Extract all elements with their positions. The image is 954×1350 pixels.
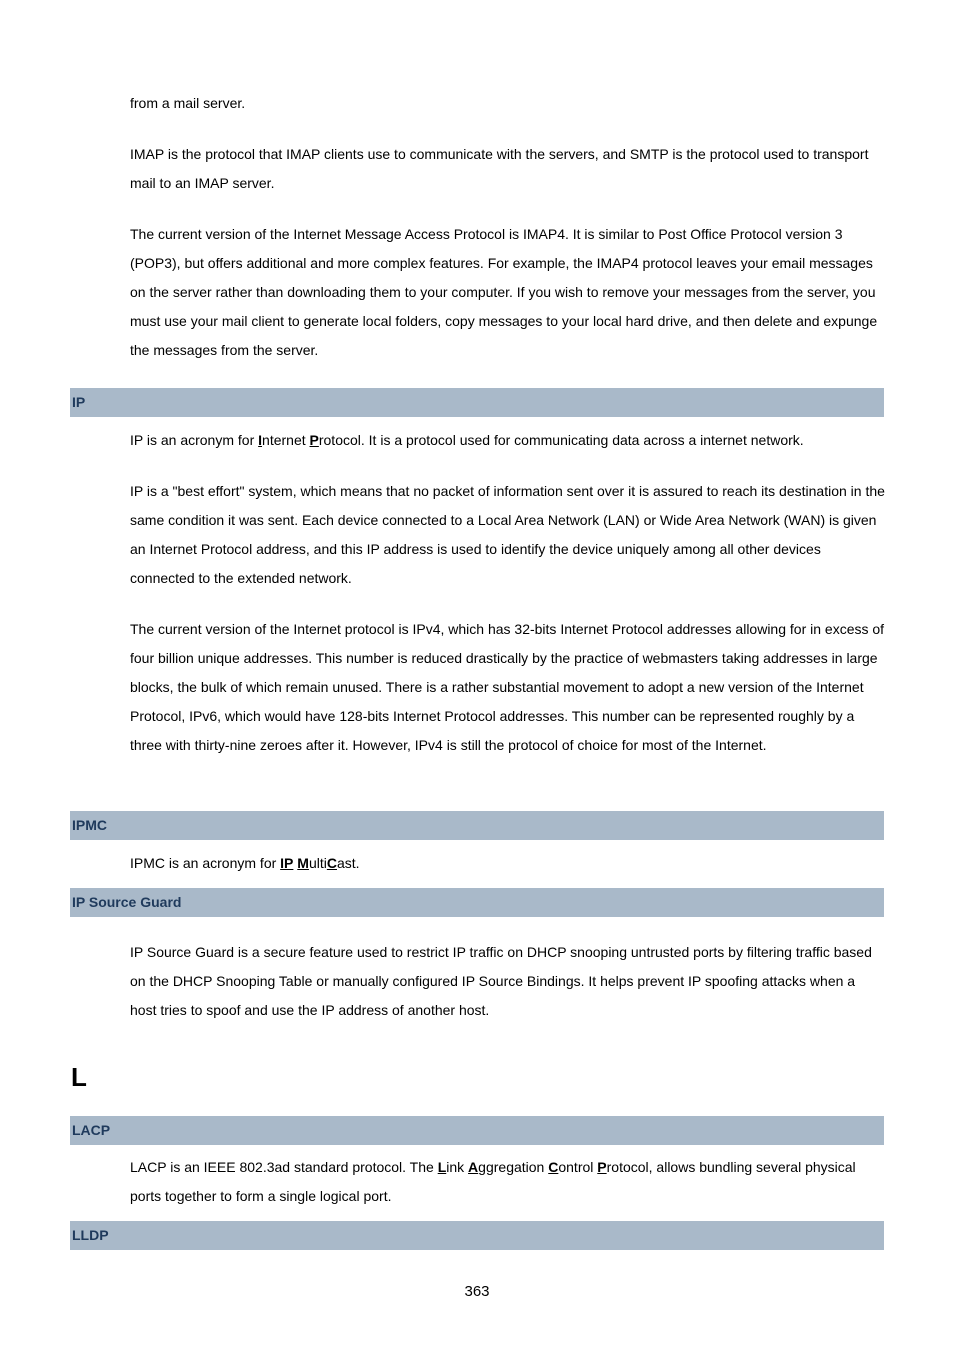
- imap-paragraph-protocol: IMAP is the protocol that IMAP clients use to communicate with the servers, and SMTP is the protocol used to transport mail to an IMAP server.: [130, 146, 869, 191]
- ip-acronym-nternet: nternet: [262, 432, 310, 448]
- section-heading-lacp: LACP: [72, 1122, 111, 1138]
- ip-acronym-prefix: IP is an acronym for: [130, 432, 259, 448]
- section-letter-l: L: [71, 1062, 87, 1092]
- lacp-letter-a: A: [468, 1159, 479, 1175]
- imap-paragraph-continuation: from a mail server.: [130, 95, 246, 111]
- section-bar-lacp: [70, 1116, 884, 1145]
- ip-acronym-letter-p: P: [309, 432, 319, 448]
- ip-acronym-suffix: rotocol. It is a protocol used for communicating data across a internet network.: [318, 432, 804, 448]
- section-bar-ip: [70, 388, 884, 417]
- lacp-ink: ink: [446, 1159, 469, 1175]
- ipmc-prefix: IPMC is an acronym for: [130, 855, 281, 871]
- lacp-letter-c: C: [548, 1159, 559, 1175]
- lacp-letter-p: P: [597, 1159, 607, 1175]
- section-heading-ipmc: IPMC: [72, 817, 107, 833]
- page-number: 363: [464, 1283, 490, 1300]
- ipmc-letter-m: M: [297, 855, 309, 871]
- ipmc-letters-ip: IP: [280, 855, 294, 871]
- ip-paragraph-best-effort: IP is a "best effort" system, which means that no packet of information sent over it is assured to reach its destination in the same condition it was sent. Each device connected to a Local Area Network (LAN) or Wide Area Network (WAN) is given an Internet Protocol address, and this IP address is used to identify the device uniquely among all other devices connected to the extended network.: [130, 483, 885, 586]
- lacp-letter-l: L: [437, 1159, 447, 1175]
- section-heading-ip: IP: [72, 394, 86, 410]
- section-bar-lldp: [70, 1221, 884, 1250]
- ipmc-letter-c: C: [326, 855, 337, 871]
- ipmc-ulti: ulti: [308, 855, 327, 871]
- ip-acronym-letter-i: I: [258, 432, 263, 448]
- ip-source-guard-paragraph: IP Source Guard is a secure feature used to restrict IP traffic on DHCP snooping untrusted ports by filtering traffic based on the DHCP Snooping Table or manually configured IP Source Bindings. It helps prevent IP spoofing attacks when a host tries to spoof and use the IP address of another host.: [130, 944, 872, 1018]
- lacp-ggregation: ggregation: [478, 1159, 549, 1175]
- section-bar-ipmc: [70, 811, 884, 840]
- lacp-ontrol: ontrol: [558, 1159, 598, 1175]
- ipmc-ast: ast.: [336, 855, 360, 871]
- ipmc-paragraph: [130, 849, 885, 878]
- ip-paragraph-version: The current version of the Internet protocol is IPv4, which has 32-bits Internet Protocol addresses allowing for in excess of four billion unique addresses. This number is reduced drastically by the practice of webmasters taking addresses in large blocks, the bulk of which remain unused. There is a rather substantial movement to adopt a new version of the Internet Protocol, IPv6, which would have 128-bits Internet Protocol addresses. This number can be represented roughly by a three with thirty-nine zeroes after it. However, IPv4 is still the protocol of choice for most of the Internet.: [130, 621, 885, 753]
- lacp-suffix: rotocol, allows bundling several physical ports together to form a single logical port.: [130, 1159, 856, 1204]
- ip-paragraph-acronym: [130, 426, 885, 455]
- lacp-prefix: LACP is an IEEE 802.3ad standard protocol. The: [130, 1159, 438, 1175]
- section-heading-lldp: LLDP: [72, 1227, 109, 1243]
- section-heading-ip-source-guard: IP Source Guard: [72, 894, 182, 910]
- section-bar-ip-source-guard: [70, 888, 884, 917]
- imap-paragraph-version: The current version of the Internet Message Access Protocol is IMAP4. It is similar to Post Office Protocol version 3 (POP3), but offers additional and more complex features. For example, the IMAP4 protocol leaves your email messages on the server rather than downloading them to your computer. If you wish to remove your messages from the server, you must use your mail client to generate local folders, copy messages to your local hard drive, and then delete and expunge the messages from the server.: [130, 226, 878, 358]
- lacp-paragraph: [130, 1153, 885, 1211]
